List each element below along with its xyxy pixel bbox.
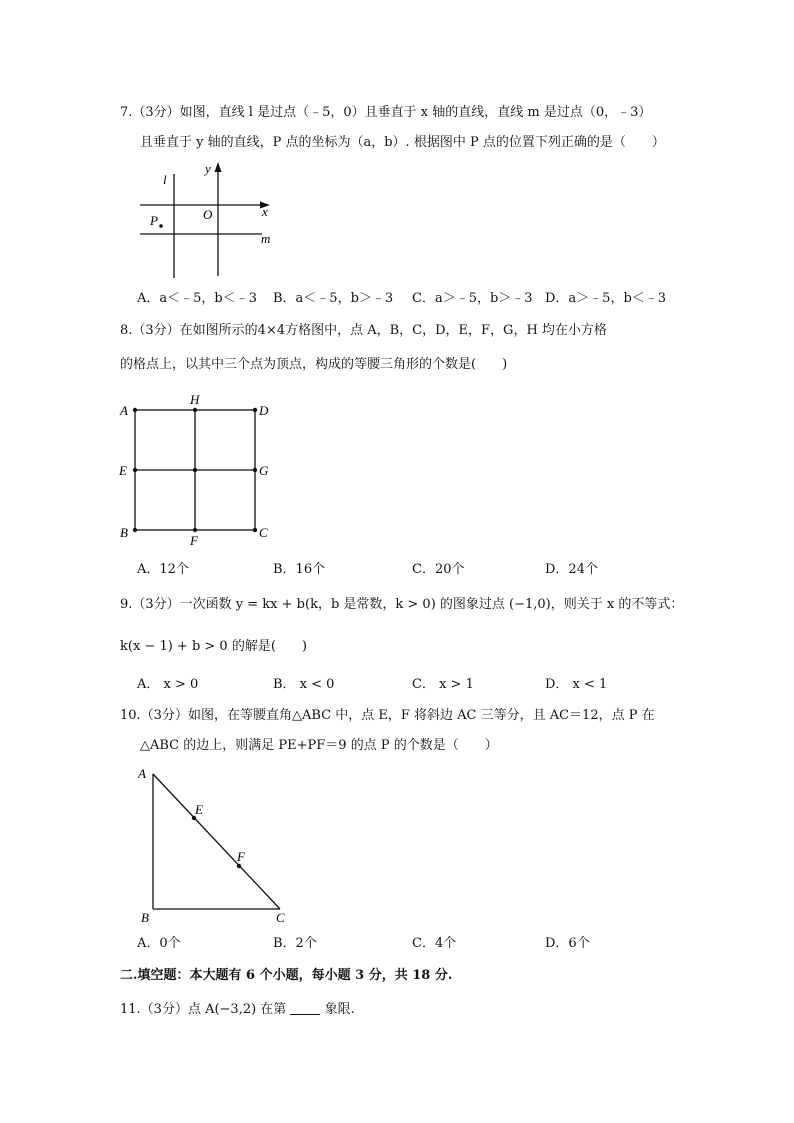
point-p-dot [159,224,163,228]
label-g: G [259,463,269,478]
q10-option-c[interactable]: C．4个 [412,936,457,951]
q10-triangle-figure [130,762,295,927]
q7-option-c[interactable]: C．a＞﹣5，b＞﹣3 [412,291,533,306]
q10-option-b[interactable]: B．2个 [273,936,317,951]
q10-option-a[interactable]: A．0个 [137,936,181,951]
q9-option-b[interactable]: B． x < 0 [273,677,335,692]
q7-option-d[interactable]: D．a＞﹣5，b＜﹣3 [545,291,667,306]
label-o: O [203,207,213,222]
label-d: D [259,403,269,418]
q7-option-b[interactable]: B．a＜﹣5，b＞﹣3 [273,291,394,306]
q9-stem-line1: 9.（3分）一次函数 y = kx + b(k，b 是常数，k > 0) 的图象过点 (−1,0)，则关于 x 的不等式： [120,597,684,612]
label-c: C [259,525,268,540]
point-f-dot [237,864,241,868]
label-e: E [195,802,203,817]
section-2-title: 二.填空题：本大题有 6 个小题，每小题 3 分，共 18 分. [120,968,453,983]
q9-option-d[interactable]: D． x < 1 [545,677,608,692]
q10-stem-line2: △ABC 的边上，则满足 PE+PF＝9 的点 P 的个数是（ ） [140,738,498,753]
q8-option-c[interactable]: C．20个 [412,562,465,577]
label-a: A [120,403,128,418]
label-a: A [138,766,146,781]
label-b: B [120,525,128,540]
label-f: F [237,849,245,864]
q7-coordinate-figure [130,158,290,280]
q11-prefix: 11.（3分）点 A(−3,2) 在第 [120,1002,287,1017]
q11-stem [120,1001,355,1019]
label-b: B [141,910,149,925]
label-c: C [276,910,285,925]
q7-option-a[interactable]: A．a＜﹣5，b＜﹣3 [137,291,258,306]
label-h: H [190,392,200,407]
label-y: y [205,161,211,176]
q9-option-a[interactable]: A． x > 0 [137,677,199,692]
q8-grid-figure [115,390,280,550]
q9-stem-line2: k(x − 1) + b > 0 的解是( ) [120,639,307,654]
label-m: m [261,231,271,246]
q8-stem-line2: 的格点上，以其中三个点为顶点，构成的等腰三角形的个数是( ) [120,357,508,372]
q7-stem-line2: 且垂直于 y 轴的直线，P 点的坐标为（a，b）. 根据图中 P 点的位置下列正确的是（ ） [140,135,665,150]
label-x: x [262,204,268,219]
label-p: P [150,213,158,228]
label-l: l [163,172,167,187]
q8-stem-line1: 8.（3分）在如图所示的4×4方格图中，点 A，B，C，D，E，F，G，H 均在小方格 [120,323,607,338]
q11-suffix: 象限. [324,1002,355,1017]
q11-answer-blank[interactable] [290,1001,320,1015]
q8-option-b[interactable]: B．16个 [273,562,326,577]
q9-option-c[interactable]: C． x > 1 [412,677,474,692]
q7-stem-line1: 7.（3分）如图，直线 l 是过点（﹣5，0）且垂直于 x 轴的直线，直线 m 是过点（0，﹣3） [120,105,652,120]
q8-option-d[interactable]: D．24个 [545,562,598,577]
q8-option-a[interactable]: A．12个 [137,562,189,577]
label-e: E [119,463,127,478]
label-f: F [190,533,198,548]
q10-option-d[interactable]: D．6个 [545,936,590,951]
q10-stem-line1: 10.（3分）如图，在等腰直角△ABC 中，点 E，F 将斜边 AC 三等分，且 AC＝12，点 P 在 [120,708,655,723]
